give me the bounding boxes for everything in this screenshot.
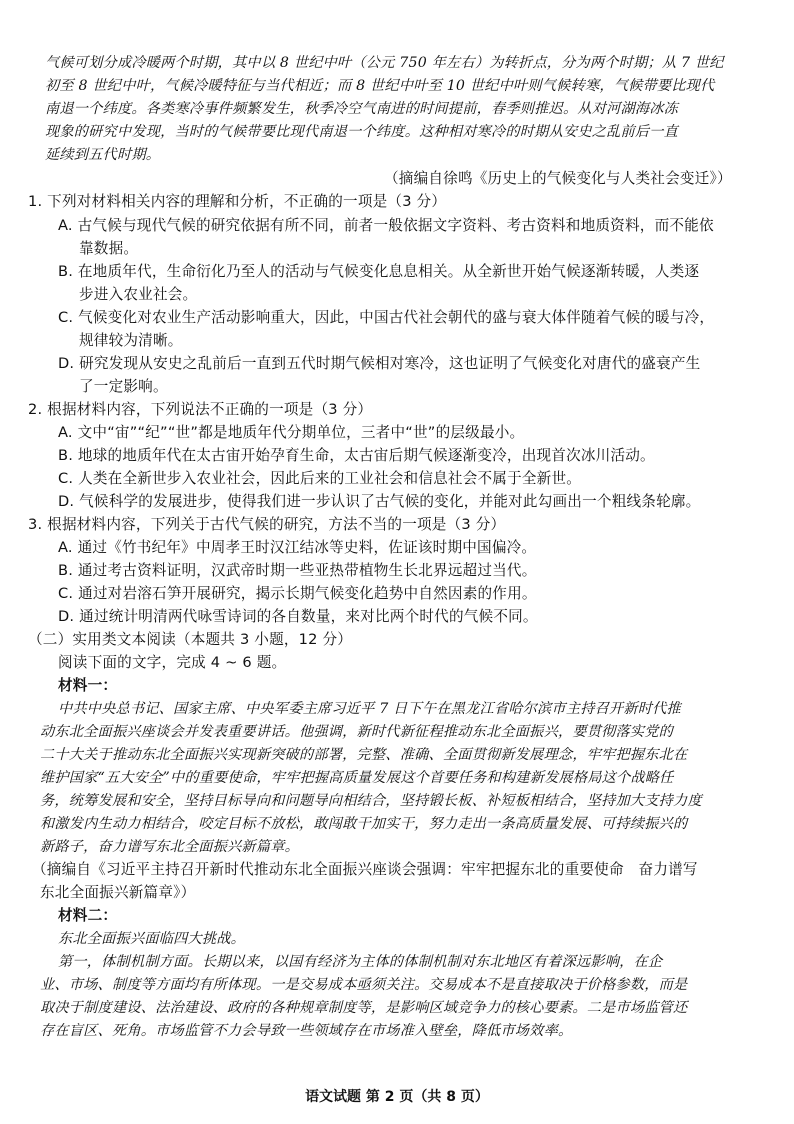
question-3-stem: 3. 根据材料内容，下列关于古代气候的研究，方法不当的一项是（3 分）: [28, 516, 506, 533]
material-2-line: 业、市场、制度等方面均有所体现。一是交易成本亟须关注。交易成本不是直接取决于价格参数，而是: [40, 977, 688, 993]
source-citation: （摘编自《习近平主持召开新时代推动东北全面振兴座谈会强调：牢牢把握东北的重要使命 奋力谱写: [32, 861, 698, 878]
q2-option-b: B. 地球的地质年代在太古宙开始孕育生命，太古宙后期气候逐渐变冷，出现首次冰川活动。: [58, 447, 655, 464]
q3-option-d: D. 通过统计明清两代咏雪诗词的各自数量，来对比两个时代的气候不同。: [58, 608, 538, 625]
source-citation-cont: 东北全面振兴新篇章》）: [40, 884, 196, 901]
q1-option-c: C. 气候变化对农业生产活动影响重大，因此，中国古代社会朝代的盛与衰大体伴随着气候的暖与冷，: [58, 309, 715, 326]
q2-option-c: C. 人类在全新世步入农业社会，因此后来的工业社会和信息社会不属于全新世。: [58, 470, 582, 487]
question-2-stem: 2. 根据材料内容，下列说法不正确的一项是（3 分）: [28, 401, 373, 418]
material-1-line: 中共中央总书记、国家主席、中央军委主席习近平 7 日下午在黑龙江省哈尔滨市主持召开新时代推: [58, 701, 681, 717]
passage-line: 现象的研究中发现，当时的气候带要比现代南退一个纬度。这种相对寒冷的时期从安史之乱前后一直: [45, 124, 679, 140]
q3-option-a: A. 通过《竹书纪年》中周孝王时汉江结冰等史料，佐证该时期中国偏冷。: [58, 539, 537, 556]
passage-line: 气候可划分成冷暖两个时期，其中以 8 世纪中叶（公元 750 年左右）为转折点，分为两个时期；从 7 世纪: [45, 55, 724, 71]
q2-option-a: A. 文中“宙”“纪”“世”都是地质年代分期单位，三者中“世”的层级最小。: [58, 424, 525, 441]
q1-option-d-cont: 了一定影响。: [79, 378, 168, 395]
material-1-line: 和激发内生动力相结合，咬定目标不放松，敢闯敢干加实干，努力走出一条高质量发展、可持续振兴的: [40, 816, 688, 832]
material-2-line: 存在盲区、死角。市场监管不力会导致一些领域存在市场准入壁垒，降低市场效率。: [40, 1023, 573, 1039]
page-footer: 语文试题 第 2 页（共 8 页）: [305, 1089, 489, 1105]
passage-line: 初至 8 世纪中叶，气候冷暖特征与当代相近；而 8 世纪中叶至 10 世纪中叶则气候转寒，气候带要比现代: [45, 78, 715, 94]
q1-option-c-cont: 规律较为清晰。: [79, 332, 183, 349]
passage-line: 延续到五代时期。: [45, 147, 161, 163]
q1-option-b-cont: 步进入农业社会。: [79, 286, 198, 303]
q3-option-b: B. 通过考古资料证明，汉武帝时期一些亚热带植物生长北界远超过当代。: [58, 562, 537, 579]
q3-option-c: C. 通过对岩溶石笋开展研究，揭示长期气候变化趋势中自然因素的作用。: [58, 585, 537, 602]
material-1-line: 新路子，奋力谱写东北全面振兴新篇章。: [40, 839, 299, 855]
q1-option-d: D. 研究发现从安史之乱前后一直到五代时期气候相对寒冷，这也证明了气候变化对唐代的盛衰产生: [58, 355, 701, 372]
section-instruction: 阅读下面的文字，完成 4 ~ 6 题。: [58, 654, 287, 671]
q1-option-a: A. 古气候与现代气候的研究依据有所不同，前者一般依据文字资料、考古资料和地质资料，而不能依: [58, 217, 714, 234]
q1-option-a-cont: 靠数据。: [79, 240, 139, 257]
material-1-line: 动东北全面振兴座谈会并发表重要讲话。他强调，新时代新征程推动东北全面振兴，要贯彻落实党的: [40, 724, 674, 740]
material-2-label: 材料二：: [58, 907, 118, 924]
section-heading: （二）实用类文本阅读（本题共 3 小题，12 分）: [28, 631, 353, 648]
material-2-line: 东北全面振兴面临四大挑战。: [58, 931, 246, 947]
q2-option-d: D. 气候科学的发展进步，使得我们进一步认识了古气候的变化，并能对此勾画出一个粗线条轮廓。: [58, 493, 701, 510]
material-2-line: 第一，体制机制方面。长期以来，以国有经济为主体的体制机制对东北地区有着深远影响，在企: [58, 954, 663, 970]
passage-line: 南退一个纬度。各类寒冷事件频繁发生，秋季冷空气南进的时间提前，春季则推迟。从对河湖海冰冻: [45, 101, 679, 117]
material-1-line: 二十大关于推动东北全面振兴实现新突破的部署，完整、准确、全面贯彻新发展理念，牢牢把握东北在: [40, 747, 688, 763]
q1-option-b: B. 在地质年代，生命衍化乃至人的活动与气候变化息息相关。从全新世开始气候逐渐转暖，人类逐: [58, 263, 700, 280]
material-1-label: 材料一：: [58, 677, 118, 694]
material-2-line: 取决于制度建设、法治建设、政府的各种规章制度等，是影响区域竞争力的核心要素。二是市场监管还: [40, 1000, 688, 1016]
question-1-stem: 1. 下列对材料相关内容的理解和分析，不正确的一项是（3 分）: [28, 193, 447, 210]
material-1-line: 维护国家“五大安全”中的重要使命，牢牢把握高质量发展这个首要任务和构建新发展格局这个战略任: [40, 770, 674, 786]
material-1-line: 务，统筹发展和安全，坚持目标导向和问题导向相结合，坚持锻长板、补短板相结合，坚持加大支持力度: [40, 793, 702, 809]
source-citation: （摘编自徐鸣《历史上的气候变化与人类社会变迁》）: [384, 170, 732, 187]
